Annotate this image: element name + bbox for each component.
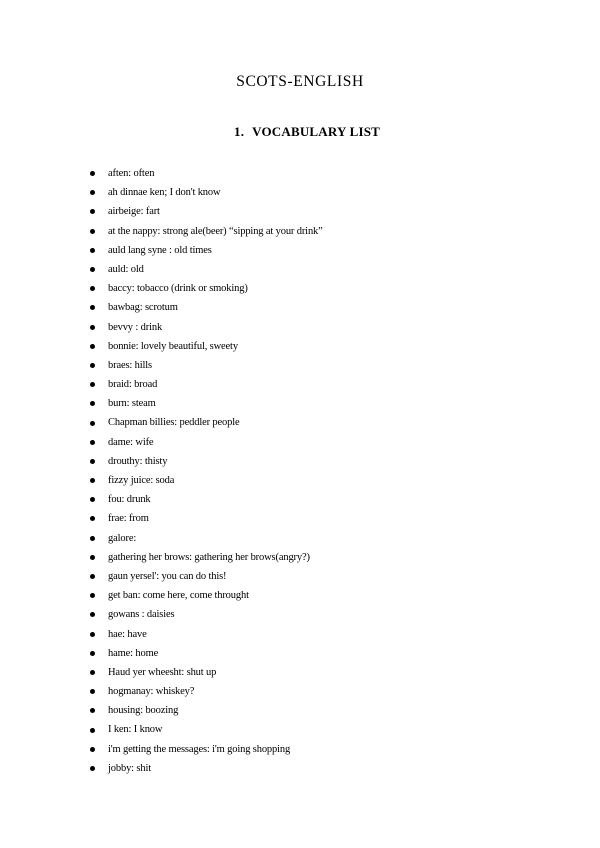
document-title: SCOTS-ENGLISH [236, 73, 364, 90]
vocabulary-entry-text: gowans : daisies [108, 609, 175, 621]
vocabulary-item [90, 509, 323, 528]
section-number: 1. [234, 124, 245, 139]
bullet-icon [90, 747, 95, 752]
bullet-icon [90, 171, 95, 176]
vocabulary-entry-text: hae: have [108, 628, 147, 640]
vocabulary-entry-text: galore: [108, 532, 137, 544]
vocabulary-item [90, 183, 323, 202]
vocabulary-entry-text: bawbag: scrotum [108, 302, 178, 314]
vocabulary-item [90, 529, 323, 548]
vocabulary-item [90, 605, 323, 624]
vocabulary-entry-text: braid: broad [108, 379, 158, 391]
bullet-icon [90, 344, 95, 349]
bullet-icon [90, 536, 95, 541]
bullet-icon [90, 363, 95, 368]
vocabulary-entry-text: braes: hills [108, 359, 152, 371]
bullet-icon [90, 229, 95, 234]
vocabulary-entry-text: i'm getting the messages: i'm going shopping [108, 743, 291, 755]
vocabulary-item [90, 298, 323, 317]
vocabulary-entry-text: bonnie: lovely beautiful, sweety [108, 340, 238, 352]
vocabulary-entry-text: ah dinnae ken; I don't know [108, 187, 221, 199]
vocabulary-item [90, 202, 323, 221]
bullet-icon [90, 209, 95, 214]
vocabulary-entry-text: fou: drunk [108, 494, 151, 506]
vocabulary-entry-text: get ban: come here, come throught [108, 590, 249, 602]
vocabulary-entry-text: Chapman billies: peddler people [108, 417, 240, 429]
bullet-icon [90, 478, 95, 483]
bullet-icon [90, 190, 95, 195]
vocabulary-item [90, 241, 323, 260]
vocabulary-entry-text: drouthy: thisty [108, 455, 168, 467]
bullet-icon [90, 670, 95, 675]
vocabulary-item [90, 433, 323, 452]
vocabulary-item [90, 337, 323, 356]
vocabulary-item [90, 260, 323, 279]
bullet-icon [90, 325, 95, 330]
vocabulary-item [90, 720, 323, 739]
vocabulary-entry-text: at the nappy: strong ale(beer) “sipping at your drink” [108, 225, 323, 237]
vocabulary-item [90, 548, 323, 567]
vocabulary-item [90, 164, 323, 183]
vocabulary-entry-text: jobby: shit [108, 762, 151, 774]
vocabulary-entry-text: burn: steam [108, 398, 156, 410]
vocabulary-item [90, 375, 323, 394]
vocabulary-item [90, 682, 323, 701]
bullet-icon [90, 766, 95, 771]
vocabulary-item [90, 318, 323, 337]
bullet-icon [90, 267, 95, 272]
bullet-icon [90, 401, 95, 406]
bullet-icon [90, 516, 95, 521]
vocabulary-entry-text: I ken: I know [108, 724, 163, 736]
vocabulary-item [90, 394, 323, 413]
vocabulary-entry-text: gaun yersel': you can do this! [108, 570, 227, 582]
vocabulary-entry-text: fizzy juice: soda [108, 475, 175, 486]
vocabulary-item [90, 452, 323, 471]
bullet-icon [90, 593, 95, 598]
vocabulary-entry-text: frae: from [108, 513, 149, 525]
vocabulary-entry-text: gathering her brows: gathering her brows(angry?) [108, 551, 310, 563]
vocabulary-item [90, 586, 323, 605]
bullet-icon [90, 421, 95, 426]
vocabulary-item [90, 567, 323, 586]
vocabulary-entry-text: Haud yer wheesht: shut up [108, 666, 217, 678]
vocabulary-item [90, 356, 323, 375]
bullet-icon [90, 286, 95, 291]
vocabulary-item [90, 701, 323, 720]
vocabulary-entry-text: housing: boozing [108, 705, 179, 717]
vocabulary-entry-text: aften: often [108, 168, 155, 179]
bullet-icon [90, 728, 95, 733]
vocabulary-entry-text: hame: home [108, 647, 159, 659]
vocabulary-entry-text: airbeige: fart [108, 206, 160, 218]
vocabulary-item [90, 490, 323, 509]
vocabulary-list [90, 164, 323, 778]
vocabulary-item [90, 740, 323, 759]
vocabulary-item [90, 625, 323, 644]
vocabulary-entry-text: bevvy : drink [108, 321, 163, 333]
vocabulary-item [90, 222, 323, 241]
bullet-icon [90, 689, 95, 694]
vocabulary-item [90, 279, 323, 298]
vocabulary-entry-text: auld: old [108, 263, 144, 275]
bullet-icon [90, 574, 95, 579]
vocabulary-entry-text: hogmanay: whiskey? [108, 686, 195, 698]
bullet-icon [90, 248, 95, 253]
vocabulary-entry-text: auld lang syne : old times [108, 244, 212, 256]
vocabulary-entry-text: baccy: tobacco (drink or smoking) [108, 283, 248, 295]
bullet-icon [90, 612, 95, 617]
section-heading [234, 124, 380, 140]
bullet-icon [90, 382, 95, 387]
bullet-icon [90, 632, 95, 637]
bullet-icon [90, 497, 95, 502]
section-heading-text: VOCABULARY LIST [252, 124, 381, 139]
bullet-icon [90, 651, 95, 656]
bullet-icon [90, 459, 95, 464]
vocabulary-item [90, 413, 323, 432]
bullet-icon [90, 708, 95, 713]
bullet-icon [90, 305, 95, 310]
bullet-icon [90, 440, 95, 445]
vocabulary-entry-text: dame: wife [108, 436, 154, 448]
vocabulary-item [90, 759, 323, 778]
vocabulary-item [90, 471, 323, 490]
bullet-icon [90, 555, 95, 560]
vocabulary-item [90, 644, 323, 663]
vocabulary-item [90, 663, 323, 682]
